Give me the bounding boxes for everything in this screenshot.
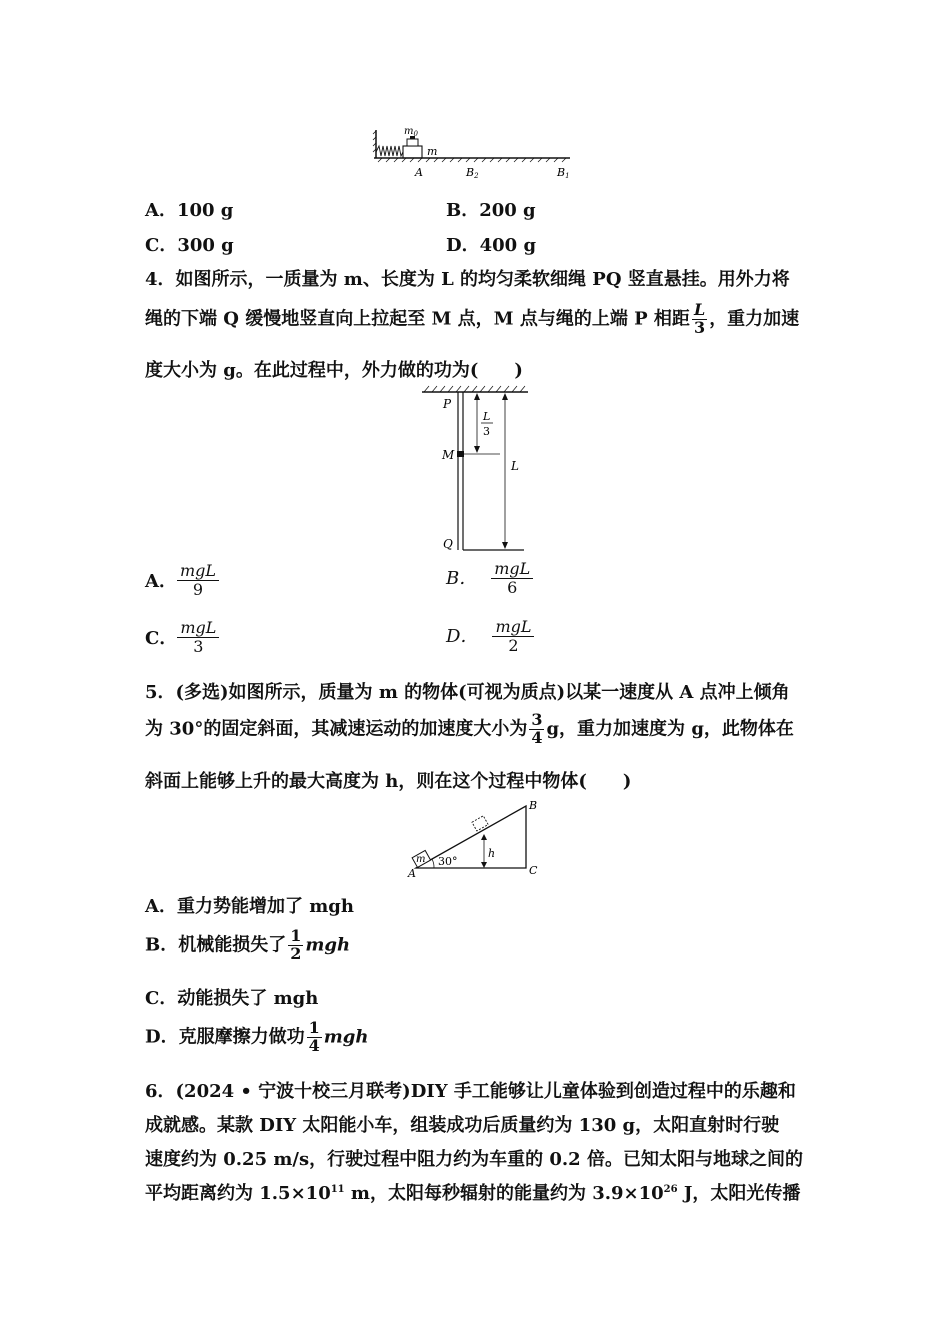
label-m: m	[427, 145, 438, 158]
label-B1: B1	[557, 166, 570, 180]
q5-stem-line3: 斜面上能够上升的最大高度为 h，则在这个过程中物体( )	[145, 771, 632, 792]
q5-option-c: C．动能损失了 mgh	[145, 988, 319, 1009]
q4-stem-line3: 度大小为 g。在此过程中，外力做的功为( )	[145, 360, 523, 381]
rope-figure	[420, 382, 540, 554]
q4-option-a: A． $\frac{\text{mgL}}{9}$	[145, 562, 219, 600]
q3-option-c: C．300 g	[145, 235, 234, 256]
q6-stem-line1: 6．(2024 • 宁波十校三月联考)DIY 手工能够让儿童体验到创造过程中的乐趣和	[145, 1081, 796, 1102]
q5-stem-line2: 为 30°的固定斜面，其减速运动的加速度大小为 $\frac{3}{4}$ g，重力加速度为 g，此物体在	[145, 710, 794, 747]
q4-stem-line1: 4．如图所示，一质量为 m、长度为 L 的均匀柔软细绳 PQ 竖直悬挂。用外力将	[145, 269, 790, 290]
label-L3-den: 3	[483, 425, 490, 438]
label-h: h	[488, 847, 496, 860]
spring-block-figure	[370, 122, 580, 182]
q3-option-b: B．200 g	[446, 200, 536, 221]
label-m0: $m_0$	[404, 126, 418, 138]
label-Q: Q	[443, 537, 453, 551]
q3-option-d: D．400 g	[446, 235, 537, 256]
q3-option-a: A．100 g	[145, 200, 234, 221]
q4-option-b: B． $\frac{\text{mgL}}{6}$	[446, 560, 533, 598]
label-A: A	[408, 867, 416, 880]
q6-stem-line3: 速度约为 0.25 m/s，行驶过程中阻力约为车重的 0.2 倍。已知太阳与地球之间的	[145, 1149, 803, 1170]
q5-option-d: D．克服摩擦力做功 $\frac{1}{4}$ mgh	[145, 1018, 369, 1055]
label-L3-num: L	[483, 410, 491, 423]
label-L: L	[511, 459, 519, 473]
label-A: A	[415, 166, 423, 179]
q5-stem-line1: 5．(多选)如图所示，质量为 m 的物体(可视为质点)以某一速度从 A 点冲上倾角	[145, 682, 790, 703]
label-m: m	[416, 854, 426, 865]
label-angle: 30°	[438, 855, 458, 868]
q5-option-b: B．机械能损失了 $\frac{1}{2}$ mgh	[145, 926, 351, 963]
incline-figure	[404, 796, 554, 880]
q4-stem-line2: 绳的下端 Q 缓慢地竖直向上拉起至 M 点，M 点与绳的上端 P 相距 $\frac{L}{3}$ ，重力加速	[145, 300, 800, 337]
q4-option-c: C． $\frac{\text{mgL}}{3}$	[145, 619, 219, 657]
q6-stem-line4: 平均距离约为 $1.5\times 10^{11}$ m，太阳每秒辐射的能量约为 $3.9\times 10^{26}$ J，太阳光传播	[145, 1183, 801, 1204]
label-C: C	[529, 864, 538, 877]
label-M: M	[442, 448, 455, 462]
label-B2: B2	[466, 166, 479, 180]
label-B: B	[529, 799, 538, 812]
q4-option-d: D． $\frac{\text{mgL}}{2}$	[446, 618, 534, 656]
q5-option-a: A．重力势能增加了 mgh	[145, 896, 354, 917]
q6-stem-line2: 成就感。某款 DIY 太阳能小车，组装成功后质量约为 130 g，太阳直射时行驶	[145, 1115, 780, 1136]
label-P: P	[443, 397, 452, 411]
